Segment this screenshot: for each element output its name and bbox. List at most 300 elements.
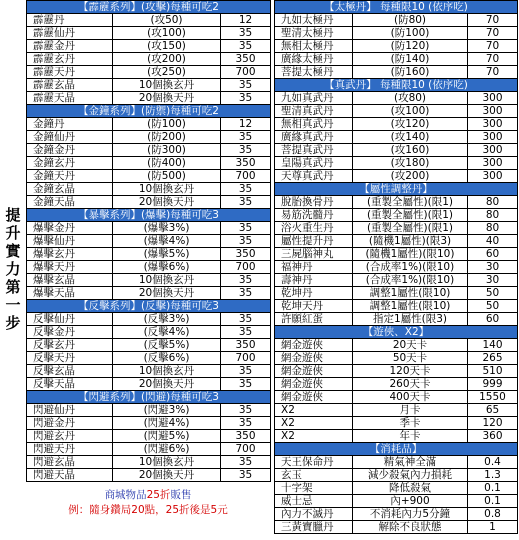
item-price: 35 <box>221 417 271 430</box>
item-price: 265 <box>468 352 518 365</box>
item-name: 霹靂天丹 <box>27 66 113 79</box>
item-effect: 400天卡 <box>353 391 468 404</box>
item-effect: (防160) <box>353 66 468 79</box>
item-name: 天王保命丹 <box>275 456 353 469</box>
table-row <box>275 131 518 144</box>
item-name: 壽神丹 <box>275 274 353 287</box>
table-row <box>27 14 271 27</box>
table-row <box>27 456 271 469</box>
item-price: 999 <box>468 378 518 391</box>
table-row <box>275 430 518 443</box>
section-header-label: 【暴擊系列】(爆擊)每種可吃3 <box>27 209 271 222</box>
item-price: 35 <box>221 404 271 417</box>
table-row <box>27 417 271 430</box>
table-row <box>27 40 271 53</box>
item-effect: (閃避3%) <box>113 404 221 417</box>
item-effect: (隨機1屬性)(限10) <box>353 248 468 261</box>
section-header-label: 【真武丹】 每種限10 (依序吃) <box>275 79 518 92</box>
item-effect: (閃避4%) <box>113 417 221 430</box>
item-name: 爆擊仙丹 <box>27 235 113 248</box>
item-effect: (爆擊4%) <box>113 235 221 248</box>
item-price: 700 <box>221 66 271 79</box>
item-price: 35 <box>221 40 271 53</box>
item-name: 霹靂丹 <box>27 14 113 27</box>
item-name: 威士忌 <box>275 495 353 508</box>
sale-notice-suffix: 販售 <box>170 489 192 501</box>
item-price: 350 <box>221 339 271 352</box>
item-effect: 20個換天丹 <box>113 378 221 391</box>
item-price: 35 <box>221 27 271 40</box>
sale-notice <box>26 482 270 522</box>
table-row <box>275 170 518 183</box>
item-price: 300 <box>468 118 518 131</box>
item-name: 網金遊俠 <box>275 391 353 404</box>
item-name: X2 <box>275 404 353 417</box>
table-row <box>27 352 271 365</box>
table-row <box>27 248 271 261</box>
item-price: 35 <box>221 79 271 92</box>
item-effect: (攻140) <box>353 131 468 144</box>
table-row <box>27 66 271 79</box>
item-name: 閃避金丹 <box>27 417 113 430</box>
item-effect: (防80) <box>353 14 468 27</box>
section-header-label: 【遊俠、X2】 <box>275 326 518 339</box>
item-name: 反擊玄晶 <box>27 365 113 378</box>
item-name: 霹靂玄丹 <box>27 53 113 66</box>
item-price: 12 <box>221 118 271 131</box>
table-row <box>275 118 518 131</box>
item-name: 浴火重生丹 <box>275 222 353 235</box>
item-effect: (反擊3%) <box>113 313 221 326</box>
item-price: 350 <box>221 53 271 66</box>
item-effect: (防200) <box>113 131 221 144</box>
item-effect: (攻50) <box>113 14 221 27</box>
right-column <box>274 0 517 534</box>
item-effect: (反擊4%) <box>113 326 221 339</box>
item-effect: (攻100) <box>353 105 468 118</box>
table-row <box>27 222 271 235</box>
item-price: 350 <box>221 248 271 261</box>
item-name: 乾坤丹 <box>275 287 353 300</box>
item-price: 80 <box>468 222 518 235</box>
item-price: 1550 <box>468 391 518 404</box>
item-price: 35 <box>221 326 271 339</box>
item-price: 1.3 <box>468 469 518 482</box>
item-effect: 50天卡 <box>353 352 468 365</box>
item-price: 50 <box>468 287 518 300</box>
item-price: 35 <box>221 365 271 378</box>
item-name: 乾坤天丹 <box>275 300 353 313</box>
item-name: 三黃寶臘丹 <box>275 521 353 534</box>
item-price: 30 <box>468 274 518 287</box>
item-price: 60 <box>468 313 518 326</box>
table-row <box>275 144 518 157</box>
item-name: 許願紅蛋 <box>275 313 353 326</box>
item-effect: 降低殺氣 <box>353 482 468 495</box>
item-effect: 年卡 <box>353 430 468 443</box>
item-effect: (反擊6%) <box>113 352 221 365</box>
item-effect: (攻100) <box>113 27 221 40</box>
item-price: 35 <box>221 196 271 209</box>
table-row <box>275 404 518 417</box>
item-price: 300 <box>468 105 518 118</box>
item-name: 爆擊天晶 <box>27 287 113 300</box>
item-name: 九如真武丹 <box>275 92 353 105</box>
item-price: 35 <box>221 287 271 300</box>
section-header <box>27 105 271 118</box>
item-price: 35 <box>221 222 271 235</box>
item-price: 35 <box>221 313 271 326</box>
item-price: 0.4 <box>468 456 518 469</box>
item-effect: (防400) <box>113 157 221 170</box>
sale-notice-example: 例：隨身鑽局20點，25折後是5元 <box>68 504 228 516</box>
table-row <box>27 170 271 183</box>
item-name: 金鐘天晶 <box>27 196 113 209</box>
item-name: 霹靂金丹 <box>27 40 113 53</box>
item-name: 玄玉 <box>275 469 353 482</box>
table-row <box>27 261 271 274</box>
table-row <box>275 365 518 378</box>
item-price: 80 <box>468 209 518 222</box>
item-price: 0.8 <box>468 508 518 521</box>
table-row <box>27 157 271 170</box>
side-title: 提升實力第一步 <box>3 207 22 333</box>
item-name: 爆擊天丹 <box>27 261 113 274</box>
item-effect: (閃避6%) <box>113 443 221 456</box>
item-effect: 精氣神全滿 <box>353 456 468 469</box>
table-row <box>275 261 518 274</box>
item-price: 350 <box>221 157 271 170</box>
section-header-label: 【閃避系列】(閃避)每種可吃3 <box>27 391 271 404</box>
left-column <box>26 0 270 522</box>
item-effect: 指定1屬性(限3) <box>353 313 468 326</box>
item-name: 閃避天丹 <box>27 443 113 456</box>
item-name: 九如太極丹 <box>275 14 353 27</box>
item-effect: (攻200) <box>113 53 221 66</box>
table-row <box>27 430 271 443</box>
item-price: 140 <box>468 339 518 352</box>
item-effect: (攻200) <box>353 170 468 183</box>
item-name: 無相真武丹 <box>275 118 353 131</box>
item-price: 50 <box>468 300 518 313</box>
item-name: 金鐘玄丹 <box>27 157 113 170</box>
item-name: 無相太極丹 <box>275 40 353 53</box>
table-row <box>27 404 271 417</box>
item-name: 反擊仙丹 <box>27 313 113 326</box>
item-name: 皇陽真武丹 <box>275 157 353 170</box>
table-row <box>275 235 518 248</box>
item-name: 閃避玄晶 <box>27 456 113 469</box>
item-name: 反擊天丹 <box>27 352 113 365</box>
item-name: 網金遊俠 <box>275 365 353 378</box>
item-effect: 120天卡 <box>353 365 468 378</box>
item-price: 35 <box>221 144 271 157</box>
section-header <box>27 300 271 313</box>
table-row <box>27 53 271 66</box>
table-row <box>27 313 271 326</box>
item-price: 0.1 <box>468 495 518 508</box>
item-effect: 調整1屬性(限10) <box>353 287 468 300</box>
item-name: X2 <box>275 417 353 430</box>
sale-notice-discount: 25折 <box>146 489 171 501</box>
item-effect: (防300) <box>113 144 221 157</box>
table-row <box>27 183 271 196</box>
item-name: 聖清真武丹 <box>275 105 353 118</box>
item-name: 內力不滅丹 <box>275 508 353 521</box>
item-name: 金鐘金丹 <box>27 144 113 157</box>
item-effect: (防500) <box>113 170 221 183</box>
table-row <box>27 196 271 209</box>
item-price: 35 <box>221 92 271 105</box>
section-header <box>275 443 518 456</box>
table-row <box>27 274 271 287</box>
table-row <box>275 66 518 79</box>
right-price-table <box>274 0 518 534</box>
item-price: 35 <box>221 469 271 482</box>
item-effect: (攻250) <box>113 66 221 79</box>
item-name: 十字架 <box>275 482 353 495</box>
section-header <box>275 326 518 339</box>
table-row <box>275 495 518 508</box>
item-name: 易筋洗髓丹 <box>275 209 353 222</box>
table-row <box>275 521 518 534</box>
item-name: 廣緣真武丹 <box>275 131 353 144</box>
item-effect: 20個換天丹 <box>113 92 221 105</box>
table-row <box>275 92 518 105</box>
item-price: 35 <box>221 378 271 391</box>
item-name: 廣緣太極丹 <box>275 53 353 66</box>
item-effect: (閃避5%) <box>113 430 221 443</box>
item-effect: 20天卡 <box>353 339 468 352</box>
item-name: 霹靂天晶 <box>27 92 113 105</box>
table-row <box>275 313 518 326</box>
item-effect: (重製全屬性)(限1) <box>353 196 468 209</box>
item-effect: (隨機1屬性)(限3) <box>353 235 468 248</box>
item-effect: (防140) <box>353 53 468 66</box>
section-header <box>27 209 271 222</box>
item-effect: 調整1屬性(限10) <box>353 300 468 313</box>
section-header-label: 【金鐘系列】(防禦)每種可吃2 <box>27 105 271 118</box>
table-row <box>275 196 518 209</box>
item-effect: (爆擊3%) <box>113 222 221 235</box>
table-row <box>275 417 518 430</box>
item-effect: (合成率1%)(限10) <box>353 274 468 287</box>
item-price: 700 <box>221 261 271 274</box>
item-name: 金鐘仙丹 <box>27 131 113 144</box>
item-effect: (攻80) <box>353 92 468 105</box>
table-row <box>275 105 518 118</box>
item-name: 網金遊俠 <box>275 352 353 365</box>
sale-notice-line1 <box>105 487 192 502</box>
table-row <box>275 53 518 66</box>
item-name: 爆擊玄丹 <box>27 248 113 261</box>
item-effect: 20個換天丹 <box>113 196 221 209</box>
item-price: 700 <box>221 443 271 456</box>
item-price: 300 <box>468 131 518 144</box>
item-price: 65 <box>468 404 518 417</box>
item-price: 700 <box>221 352 271 365</box>
item-effect: (爆擊6%) <box>113 261 221 274</box>
item-effect: 20個換天丹 <box>113 287 221 300</box>
item-price: 0.1 <box>468 482 518 495</box>
item-effect: 20個換天丹 <box>113 469 221 482</box>
item-effect: 季卡 <box>353 417 468 430</box>
item-price: 70 <box>468 53 518 66</box>
item-effect: (重製全屬性)(限1) <box>353 222 468 235</box>
item-effect: (爆擊5%) <box>113 248 221 261</box>
item-effect: 260天卡 <box>353 378 468 391</box>
item-effect: 10個換玄丹 <box>113 79 221 92</box>
item-price: 35 <box>221 456 271 469</box>
section-header-label: 【反擊系列】(反擊)每種可吃3 <box>27 300 271 313</box>
table-row <box>27 326 271 339</box>
item-effect: (攻180) <box>353 157 468 170</box>
item-name: 爆擊金丹 <box>27 222 113 235</box>
sale-notice-prefix: 商城物品 <box>104 489 147 501</box>
item-price: 700 <box>221 170 271 183</box>
table-row <box>275 378 518 391</box>
item-price: 70 <box>468 27 518 40</box>
item-name: 福神丹 <box>275 261 353 274</box>
item-price: 35 <box>221 131 271 144</box>
item-price: 350 <box>221 430 271 443</box>
item-price: 12 <box>221 14 271 27</box>
table-row <box>27 131 271 144</box>
item-name: 反擊玄丹 <box>27 339 113 352</box>
table-row <box>275 508 518 521</box>
table-row <box>27 27 271 40</box>
item-effect: (攻120) <box>353 118 468 131</box>
table-row <box>275 27 518 40</box>
table-row <box>275 14 518 27</box>
table-row <box>275 157 518 170</box>
section-header-label: 【消耗品】 <box>275 443 518 456</box>
table-row <box>275 209 518 222</box>
item-name: 閃避仙丹 <box>27 404 113 417</box>
section-header <box>27 1 271 14</box>
table-row <box>27 443 271 456</box>
item-price: 120 <box>468 417 518 430</box>
item-effect: (防120) <box>353 40 468 53</box>
item-price: 60 <box>468 248 518 261</box>
item-effect: (重製全屬性)(限1) <box>353 209 468 222</box>
item-price: 510 <box>468 365 518 378</box>
table-row <box>275 456 518 469</box>
table-row <box>27 92 271 105</box>
item-effect: (防100) <box>113 118 221 131</box>
table-row <box>275 469 518 482</box>
item-price: 300 <box>468 157 518 170</box>
item-price: 300 <box>468 144 518 157</box>
item-price: 70 <box>468 14 518 27</box>
item-effect: 內+900 <box>353 495 468 508</box>
table-row <box>27 378 271 391</box>
item-effect: 月卡 <box>353 404 468 417</box>
table-row <box>275 222 518 235</box>
item-effect: 10個換玄丹 <box>113 183 221 196</box>
item-name: 脫胎換骨丹 <box>275 196 353 209</box>
table-row <box>27 118 271 131</box>
item-name: 聖清太極丹 <box>275 27 353 40</box>
table-row <box>27 144 271 157</box>
item-effect: 10個換玄丹 <box>113 365 221 378</box>
table-row <box>27 79 271 92</box>
item-name: 金鐘丹 <box>27 118 113 131</box>
item-effect: (合成率1%)(限10) <box>353 261 468 274</box>
table-row <box>275 482 518 495</box>
section-header-label: 【屬性調整丹】 <box>275 183 518 196</box>
item-effect: (反擊5%) <box>113 339 221 352</box>
left-price-table <box>26 0 271 482</box>
table-row <box>27 235 271 248</box>
item-name: 菩提太極丹 <box>275 66 353 79</box>
item-price: 70 <box>468 66 518 79</box>
item-effect: 減少殺氣內力損耗 <box>353 469 468 482</box>
item-effect: (攻160) <box>353 144 468 157</box>
table-row <box>27 365 271 378</box>
section-header <box>27 391 271 404</box>
section-header-label: 【太極丹】 每種限10 (依序吃) <box>275 1 518 14</box>
item-price: 35 <box>221 183 271 196</box>
item-price: 300 <box>468 170 518 183</box>
item-name: 爆擊玄晶 <box>27 274 113 287</box>
item-effect: 解除不良狀態 <box>353 521 468 534</box>
table-row <box>275 339 518 352</box>
item-price: 70 <box>468 40 518 53</box>
section-header <box>275 79 518 92</box>
item-name: 反擊天晶 <box>27 378 113 391</box>
section-header <box>275 183 518 196</box>
item-effect: 不消耗內力5分鐘 <box>353 508 468 521</box>
item-price: 40 <box>468 235 518 248</box>
table-row <box>27 469 271 482</box>
item-price: 80 <box>468 196 518 209</box>
item-name: 屬性提升丹 <box>275 235 353 248</box>
item-price: 300 <box>468 92 518 105</box>
item-name: 閃避玄丹 <box>27 430 113 443</box>
item-name: 霹靂仙丹 <box>27 27 113 40</box>
item-price: 30 <box>468 261 518 274</box>
item-effect: 10個換玄丹 <box>113 274 221 287</box>
item-price: 1 <box>468 521 518 534</box>
section-header-label: 【霹靂系列】(攻擊)每種可吃2 <box>27 1 271 14</box>
item-effect: (攻150) <box>113 40 221 53</box>
table-row <box>275 352 518 365</box>
item-name: 網金遊俠 <box>275 339 353 352</box>
table-row <box>275 40 518 53</box>
item-name: 金鐘天丹 <box>27 170 113 183</box>
item-name: 霹靂玄晶 <box>27 79 113 92</box>
table-row <box>275 248 518 261</box>
table-row <box>275 300 518 313</box>
item-effect: (防100) <box>353 27 468 40</box>
table-row <box>27 287 271 300</box>
section-header <box>275 1 518 14</box>
table-row <box>27 339 271 352</box>
item-name: 菩提真武丹 <box>275 144 353 157</box>
item-name: 網金遊俠 <box>275 378 353 391</box>
item-price: 360 <box>468 430 518 443</box>
item-price: 35 <box>221 274 271 287</box>
item-name: 反擊金丹 <box>27 326 113 339</box>
table-row <box>275 287 518 300</box>
item-name: 閃避天晶 <box>27 469 113 482</box>
item-name: 三屍腦神丸 <box>275 248 353 261</box>
item-price: 35 <box>221 235 271 248</box>
table-row <box>275 274 518 287</box>
item-name: 金鐘玄晶 <box>27 183 113 196</box>
item-name: 天尊真武丹 <box>275 170 353 183</box>
